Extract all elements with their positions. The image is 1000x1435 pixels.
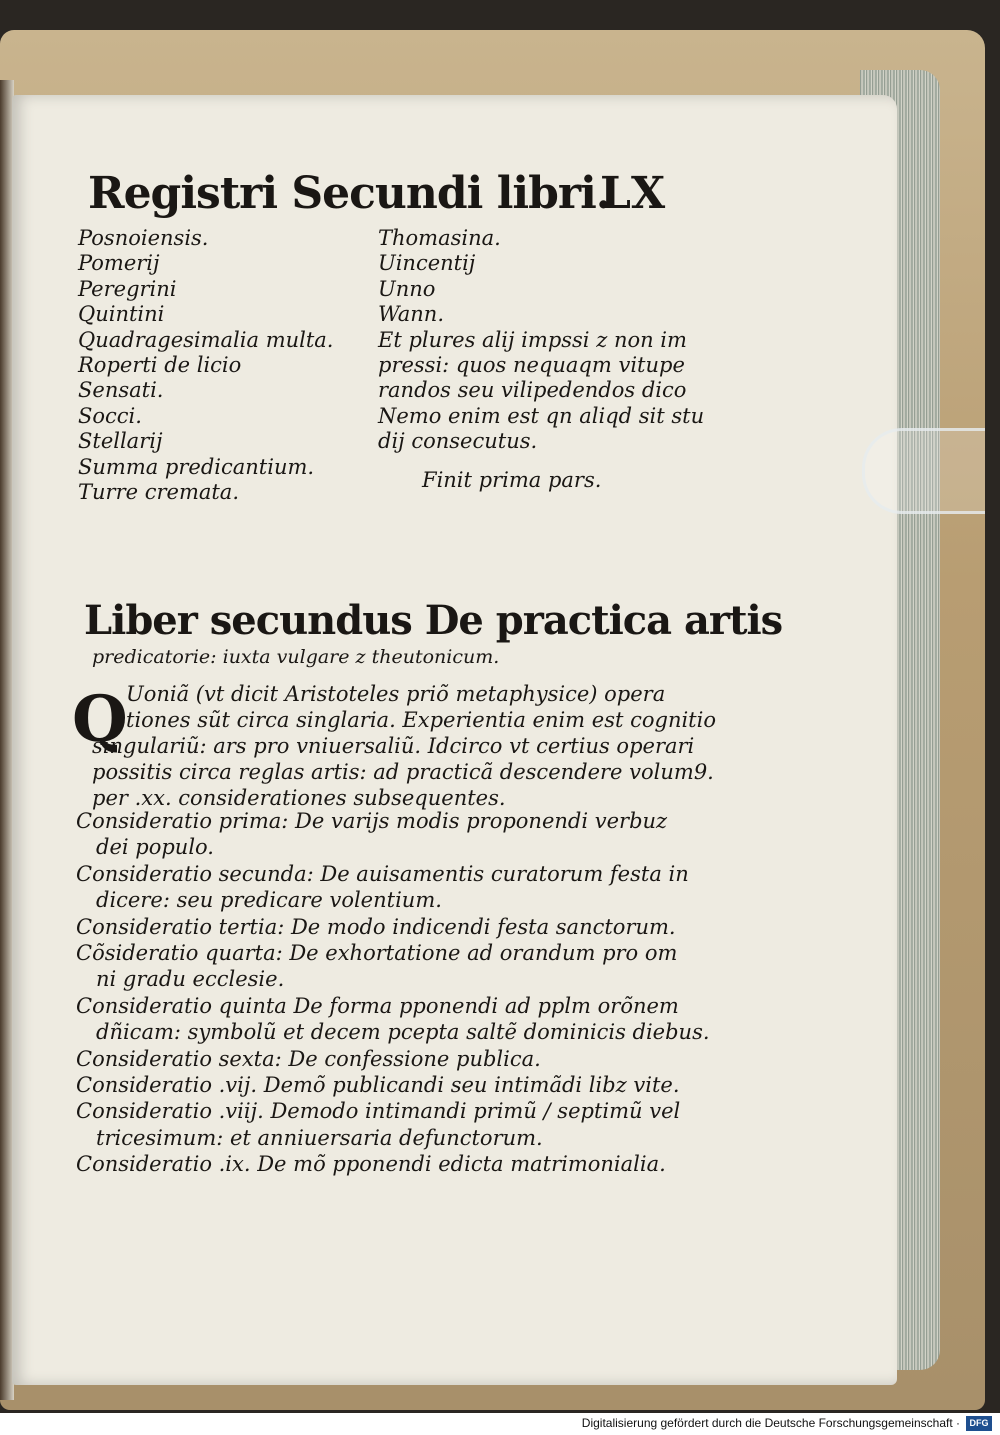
consideration-line: Consideratio sexta: De confessione publica. [76, 1046, 541, 1071]
book-subtitle: predicatorie: iuxta vulgare z theutonicum. [92, 646, 500, 668]
text-line: singulariũ: ars pro vniuersaliũ. Idcirco vt certius operari [92, 734, 695, 758]
register-entry: Uincentij [378, 251, 476, 276]
consideration-line: Consideratio prima: De varijs modis proponendi verbuz [76, 809, 668, 833]
register-column-right [378, 226, 704, 455]
consideration-line: ni gradu ecclesie. [96, 967, 285, 992]
text-line: possitis circa reglas artis: ad practicã descendere volum9. [92, 760, 714, 784]
text-line: per .xx. considerationes subsequentes. [92, 786, 506, 810]
register-entry: Stellarij [78, 429, 163, 454]
register-entry: Et plures alij impssi z non im [378, 327, 687, 352]
consideration-line: Consideratio quinta De forma pponendi ad pplm orõnem [76, 993, 679, 1018]
consideration-line: dñicam: symbolũ et decem pcepta saltẽ dominicis diebus. [96, 1020, 710, 1045]
text-line: Uoniã (vt dicit Aristoteles priõ metaphysice) opera [126, 682, 666, 706]
footer-bar [0, 1413, 1000, 1435]
register-entry: Roperti de licio [78, 352, 242, 377]
register-entry: Sensati. [78, 378, 164, 403]
register-entry: Unno [378, 276, 436, 301]
register-entry: Socci. [78, 403, 142, 428]
book-title: Liber secundus De practica artis [84, 597, 783, 644]
register-entry: Nemo enim est qn aliqd sit stu [378, 403, 705, 428]
footer-credit: Digitalisierung gefördert durch die Deutsche Forschungsgemeinschaft · [581, 1416, 960, 1430]
folio-number: LX [600, 168, 666, 219]
register-entry: Posnoiensis. [78, 226, 209, 250]
register-entry: Peregrini [78, 276, 177, 301]
page-clip [862, 428, 985, 514]
register-entry: Thomasina. [378, 226, 501, 250]
register-entry: Turre cremata. [78, 479, 240, 504]
running-heading: Registri Secundi libri. [88, 168, 611, 219]
register-entry: Quadragesimalia multa. [78, 327, 334, 352]
consideration-line: Consideratio .vij. Demõ publicandi seu intimãdi libz vite. [76, 1072, 680, 1097]
consideration-line: tricesimum: et anniuersaria defunctorum. [96, 1125, 543, 1150]
register-entry: Pomerij [78, 251, 160, 276]
initial-letter: Q [72, 682, 128, 757]
finit-line: Finit prima pars. [422, 468, 602, 492]
consideration-line: Consideratio .ix. De mõ pponendi edicta matrimonialia. [76, 1152, 666, 1177]
dfg-logo-icon: DFG [966, 1416, 992, 1431]
consideration-line: Consideratio tertia: De modo indicendi festa sanctorum. [76, 914, 676, 939]
intro-paragraph [92, 681, 716, 811]
register-entry: Wann. [378, 302, 445, 327]
consideration-line: Consideratio .viij. Demodo intimandi primũ / septimũ vel [76, 1099, 681, 1124]
register-entry: Summa predicantium. [78, 454, 315, 479]
consideration-line: Consideratio secunda: De auisamentis curatorum festa in [76, 861, 689, 886]
register-entry: randos seu vilipedendos dico [378, 378, 687, 403]
text-line: tiones sũt circa singlaria. Experientia enim est cognitio [126, 708, 716, 732]
considerations-list [76, 808, 710, 1177]
register-entry: Quintini [78, 302, 165, 327]
consideration-line: Cõsideratio quarta: De exhortatione ad orandum pro om [76, 940, 678, 965]
register-entry: dij consecutus. [378, 429, 538, 454]
register-column-left [78, 226, 333, 505]
register-entry: pressi: quos nequaqm vitupe [378, 352, 685, 377]
consideration-line: dicere: seu predicare volentium. [96, 888, 442, 913]
consideration-line: dei populo. [96, 835, 214, 860]
